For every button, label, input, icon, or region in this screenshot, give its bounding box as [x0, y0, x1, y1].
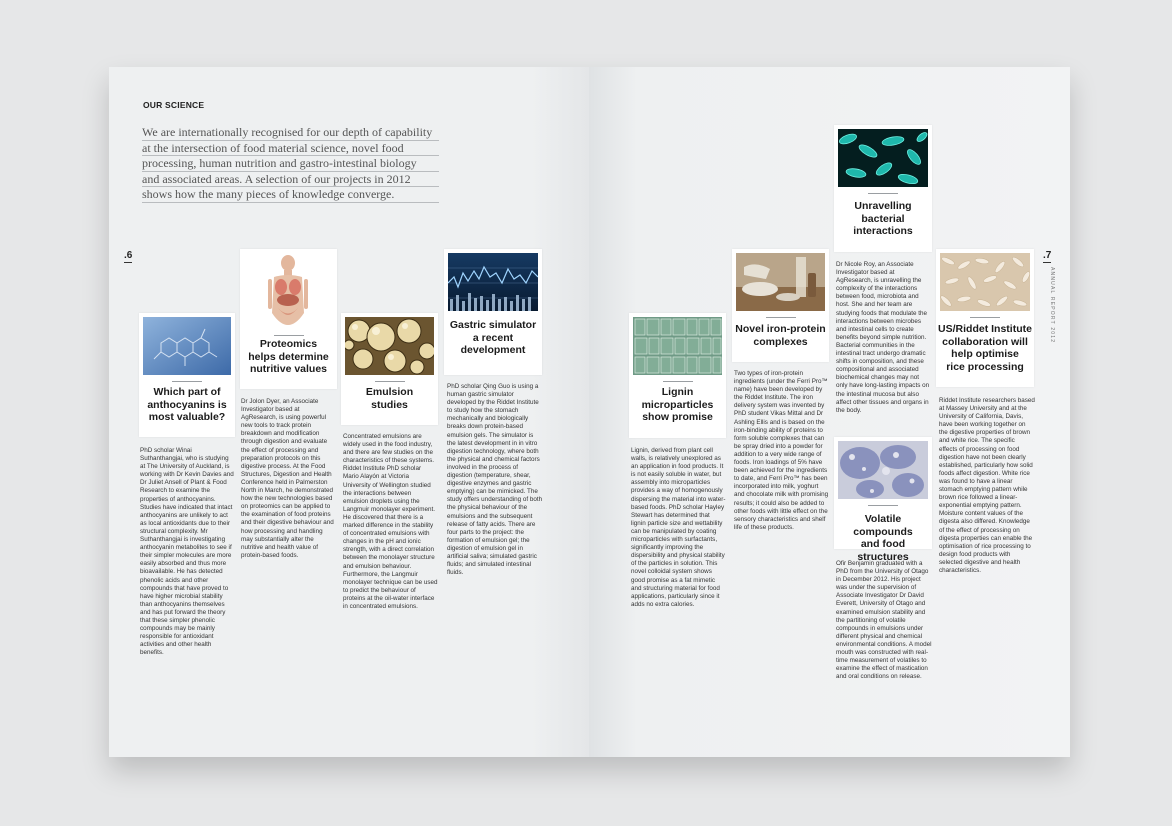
article-card-proteomics: [240, 249, 337, 389]
article-body-rice: Riddet Institute researchers based at Massey University and at the University of California, Davis, have been working together on the digestive properties of brown and white rice. The specific effects of processing on food digestion have not been clearly established, particularly how solid foods affect digestion. White rice was found to have a linear stomach emptying pattern while brown rice followed a linear-exponential emptying pattern. Moisture content values of the digesta also differed. Knowledge of the effect of processing on digesta properties can enable the optimisation of rice processing to design food products with selected digestive and health characteristics.: [939, 397, 1035, 574]
running-head: ANNUAL REPORT 2012: [1049, 267, 1055, 344]
article-body-proteomics: Dr Jolon Dyer, an Associate Investigator based at AgResearch, is using powerful new tools to track protein breakdown and modification through digestion and evaluate the effect of processing and preparation protocols on this digestive process. At the Food Structures, Digestion and Health Conference held in Palmerston North in March, he demonstrated how the new technologies based on proteomics can be applied to the examination of food proteins and their digestive behaviour and how processing and handling may substantially alter the nutritive and health value of protein-based foods.: [241, 398, 334, 559]
intro-line: at the intersection of food material science, novel food: [142, 141, 439, 157]
title-rule: [274, 335, 304, 336]
article-title: Proteomics helps determine nutritive values: [248, 338, 329, 376]
emulsion-droplets-image: [345, 317, 434, 375]
article-card-gastric-simulator: [444, 249, 542, 375]
title-rule: [172, 381, 202, 382]
article-body-gastric-simulator: PhD scholar Qing Guo is using a human gastric simulator developed by the Riddet Institute to study how the stomach mechanically and biologically breaks down protein-based emulsion gels. The simulator is the latest development in in vitro digestion technology, where both the physical and chemical factors involved in the process of digestion (temperature, shear, digestive enzymes and gastric emptying) can be mimicked. The study offers understanding of both the physical behaviour of the emulsions and the subsequent release of fatty acids. There are four parts to the project: the formation of emulsion gel; the digestion of emulsion gel in artificial saliva; simulated gastric fluids; and simulated intestinal fluids.: [447, 383, 543, 577]
title-rule: [868, 505, 898, 506]
brochure-spread: [109, 67, 1070, 757]
section-label: OUR SCIENCE: [143, 100, 205, 110]
article-body-volatile-compounds: Ofir Benjamin graduated with a PhD from the University of Otago in December 2012. His project was under the supervision of Associate Investigator Dr David Everett, University of Otago and examined emulsion stability and the partitioning of volatile compounds in emulsions under different physical and chemical environmental conditions. A model mouth was constructed with real-time measurement of volatiles to examine the effect of mastication and oral conditions on release.: [836, 560, 932, 681]
article-card-rice: [936, 249, 1034, 387]
article-body-bacterial: Dr Nicole Roy, an Associate Investigator based at AgResearch, is unravelling the complexity of the interactions between food, microbiota and host. She and her team are studying foods that modulate the interactions between microbes and intestinal cells to create benefits beyond simple nutrition. Bacterial communities in the intestinal tract undergo dramatic shifts in composition, and these compositional and associated biochemical changes may not only have long-lasting impacts on the intestinal mucosa but also affect other tissues and organs in the body.: [836, 261, 930, 414]
article-body-iron-protein: Two types of iron-protein ingredients (under the Ferri Pro™ name) have been developed by the Riddet Institute. The iron delivery system was invented by PhD student Vikas Mittal and Dr Ashling Ellis and is based on the iron-binding ability of proteins to form soluble complexes that can be spray dried into a powder for addition to a very wide range of foods. Iron loadings of 5% have been achieved for the ingredients to date, and Ferri Pro™ has been incorporated into milk, yoghurt and chocolate milk with promising results; it could also be added to other foods with little effect on the sensory characteristics and shelf life of these products.: [734, 370, 829, 531]
bacteria-image: [838, 129, 928, 187]
molecule-structure-image: [143, 317, 231, 375]
intro-line: shows how the many pieces of knowledge converge.: [142, 187, 439, 203]
article-card-anthocyanins: [139, 313, 235, 437]
title-rule: [970, 317, 1000, 318]
page-number-left: .6: [124, 250, 133, 261]
article-title: Emulsion studies: [365, 386, 414, 411]
micrograph-image: [838, 441, 928, 499]
article-title: Unravelling bacterial interactions: [853, 200, 913, 238]
intro-line: and associated areas. A selection of our projects in 2012: [142, 172, 439, 188]
article-title: Which part of anthocyanins is most valuable?: [147, 386, 227, 424]
intro-line: We are internationally recognised for our depth of capability: [142, 125, 439, 141]
title-rule: [375, 381, 405, 382]
title-rule: [663, 381, 693, 382]
title-rule: [766, 317, 796, 318]
plant-cells-image: [633, 317, 722, 375]
article-card-lignin: [629, 313, 726, 438]
article-card-volatile-compounds: [834, 437, 932, 563]
article-title: Gastric simulator a recent development: [449, 319, 537, 357]
page-number-right: .7: [1043, 250, 1052, 261]
article-title: Novel iron-protein complexes: [735, 323, 826, 348]
article-card-iron-protein: [732, 249, 829, 362]
lab-hands-image: [736, 253, 825, 311]
intro-line: processing, human nutrition and gastro-intestinal biology: [142, 156, 439, 172]
right-page: [589, 67, 1070, 757]
article-body-anthocyanins: PhD scholar Winai Suthanthangjai, who is studying at The University of Auckland, is working with Dr Kevin Davies and Dr Juliet Ansell of Plant & Food Research to examine the properties of anthocyanins. Studies have indicated that intact anthocyanins are unlikely to act as local antioxidants due to their structural complexity. Mr Suthanthangjai is investigating anthocyanin metabolites to see if their simpler molecules are more easily absorbed and thus more bioavailable. He has detected phenolic acids and other compounds that have proved to have higher microbial stability than anthocyanins themselves and has put forward the theory that these simpler phenolic compounds may be mainly responsible for antioxidant activities and other health benefits.: [140, 447, 234, 657]
left-page: [109, 67, 589, 757]
anatomy-figure-image: [244, 253, 333, 331]
rice-grains-image: [940, 253, 1030, 311]
article-body-lignin: Lignin, derived from plant cell walls, is relatively unexplored as an application in food products. It is not easily soluble in water, but assembly into microparticles provides a way of homogenously dispersing the material into water-based foods. PhD scholar Hayley Stewart has determined that lignin particle size and wettability can be manipulated by coating microparticles with surfactants, significantly improving the dispersibility and physical stability of the particles in solution. This novel colloidal system shows good promise as a fat mimetic and structuring material for food applications, particularly since it adds no extra calories.: [631, 447, 726, 608]
intro-paragraph: [142, 125, 439, 203]
article-title: Lignin microparticles show promise: [641, 386, 714, 424]
title-rule: [868, 193, 898, 194]
article-card-bacterial: [834, 125, 932, 252]
article-title: US/Riddet Institute collaboration will help optimise rice processing: [938, 323, 1032, 373]
article-title: Volatile compounds and food structures: [853, 513, 913, 563]
article-body-emulsion: Concentrated emulsions are widely used in the food industry, and there are few studies on the characteristics of these systems. Riddet Institute PhD scholar Mario Alayón at Victoria University of Wellington studied the interactions between emulsion droplets using the Langmuir monolayer experiment. He discovered that there is a marked difference in the stability of concentrated emulsions with changes in the pH and ionic strength, with a direct correlation between the monolayer structure and emulsion behaviour. Furthermore, the Langmuir monolayer technique can be used to predict the behaviour of proteins at the oil-water interface in concentrated emulsions.: [343, 433, 438, 610]
data-graph-image: [448, 253, 538, 311]
article-card-emulsion: [341, 313, 438, 425]
